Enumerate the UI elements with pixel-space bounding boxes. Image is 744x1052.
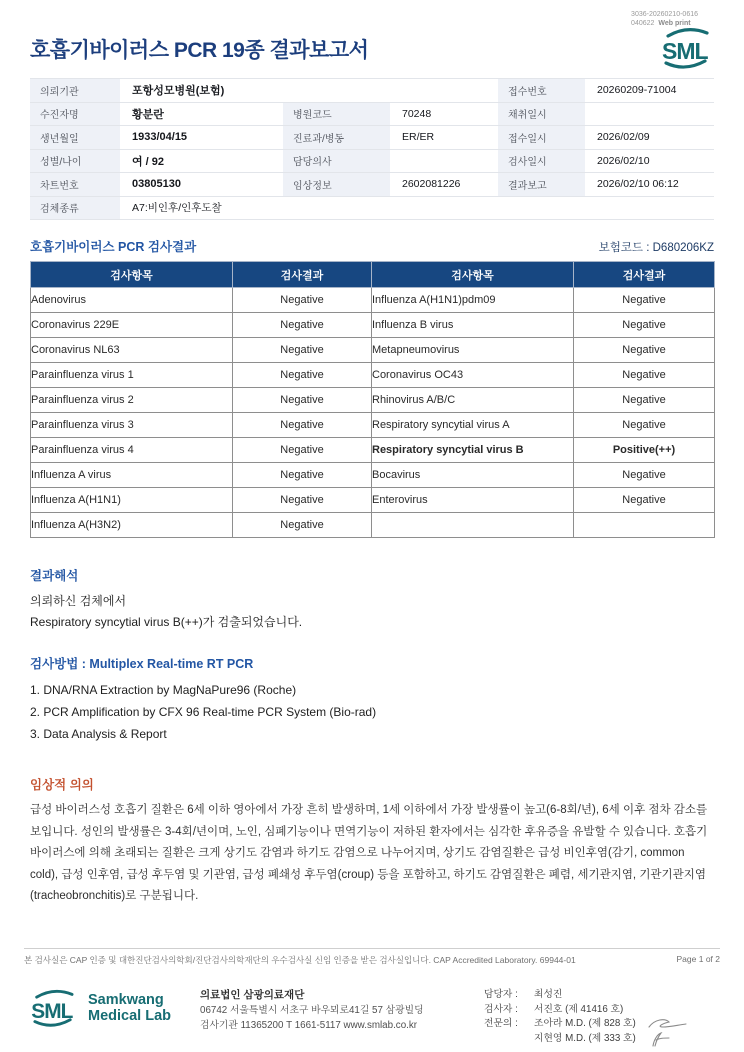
col-test-result-left: 검사결과 [233,262,372,288]
page-title: 호흡기바이러스 PCR 19종 결과보고서 [30,39,369,62]
result-row [31,413,715,438]
test-name-cell: Coronavirus OC43 [372,363,574,388]
value-birth-date: 1933/04/15 [120,126,283,150]
label-chart-no: 차트번호 [30,173,120,197]
value-sex-age: 여 / 92 [120,150,283,174]
test-name-cell: Influenza A virus [31,463,233,488]
test-result-cell: Negative [574,388,715,413]
label-birth-date: 생년월일 [30,126,120,150]
test-name-cell: Rhinovirus A/B/C [372,388,574,413]
footer-note [24,954,720,966]
test-result-cell: Negative [574,488,715,513]
method-section [30,654,714,745]
test-name-cell [372,513,574,538]
test-result-cell: Negative [574,463,715,488]
test-result-cell: Negative [233,288,372,313]
value-clinical-info: 2602081226 [390,173,498,197]
label-attending-doctor: 담당의사 [283,150,390,174]
clinical-text: 급성 바이러스성 호흡기 질환은 6세 이하 영아에서 가장 흔히 발생하며, 1세 이하에서 가장 발생률이 높고(6-8회/년), 6세 이후 점차 감소를 보입니다. 성인의 발생률은 3-4회/년이며, 노인, 심폐기능이나 면역기능이 저하된 환자에서는 심각한 후유증을 유발할 수 있습니다. 호흡기 바이러스에 의해 초래되는 질환은 크게 상기도 감염과 하기도 감염으로 나누어지며, 상기도 감염질환은 급성 비인후염(감기, common cold), 급성 인후염, 급성 후두염 및 기관염, 급성 폐쇄성 후두염(croup) 등을 포함하고, 하기도 감염질환은 폐렴, 세기관지염, 기관기관지염(tracheobronchitis)로 구분됩니다. [30,804,708,902]
value-result-report: 2026/02/10 06:12 [585,173,714,197]
label-collection-datetime: 채취일시 [498,103,585,127]
interpretation-line: Respiratory syncytial virus B(++)가 검출되었습니다. [30,615,303,629]
company-address: 06742 서울특별시 서초구 바우뫼로41길 57 삼광빌딩 [200,1005,424,1016]
label-sex-age: 성별/나이 [30,150,120,174]
value-department-ward: ER/ER [390,126,498,150]
test-result-cell-positive: Positive(++) [574,438,715,463]
method-step: 2. PCR Amplification by CFX 96 Real-time PCR System (Bio-rad) [30,705,377,719]
test-result-cell: Negative [574,288,715,313]
result-row [31,313,715,338]
test-name-cell: Parainfluenza virus 2 [31,388,233,413]
signature-icon [646,1017,688,1031]
test-result-cell: Negative [233,363,372,388]
value-receipt-datetime: 2026/02/09 [585,126,714,150]
print-code-line1: 3036-20260210-0616 [631,11,698,18]
test-name-cell: Coronavirus 229E [31,313,233,338]
result-row [31,388,715,413]
label-patient-name: 수진자명 [30,103,120,127]
label-specimen-type: 검체종류 [30,197,120,221]
test-name-cell: Coronavirus NL63 [31,338,233,363]
value-requesting-org: 포항성모병원(보험) [120,79,498,103]
staff-row-specialist-2: 지현영 M.D. (제 333 호) [484,1032,688,1048]
patient-info-table [30,78,714,220]
test-result-cell: Negative [574,363,715,388]
test-name-cell: Bocavirus [372,463,574,488]
interpretation-line: 의뢰하신 검체에서 [30,594,127,608]
staff-row-specialist-1: 전문의 : 조아라 M.D. (제 828 호) [484,1017,688,1032]
test-result-cell: Negative [233,313,372,338]
sml-footer-logo-icon [24,986,82,1030]
test-name-cell-positive: Respiratory syncytial virus B [372,438,574,463]
value-chart-no: 03805130 [120,173,283,197]
brand-name: Samkwang Medical Lab [88,992,171,1024]
method-step: 3. Data Analysis & Report [30,727,167,741]
results-section-title: 호흡기바이러스 PCR 검사결과 [30,240,197,254]
footer-divider [24,948,720,949]
test-name-cell: Respiratory syncytial virus A [372,413,574,438]
interpretation-section [30,566,714,633]
value-test-datetime: 2026/02/10 [585,150,714,174]
test-name-cell: Parainfluenza virus 1 [31,363,233,388]
label-clinical-info: 임상정보 [283,173,390,197]
test-result-cell: Negative [574,413,715,438]
test-result-cell: Negative [233,338,372,363]
method-step: 1. DNA/RNA Extraction by MagNaPure96 (Roche) [30,683,297,697]
test-result-cell [574,513,715,538]
value-specimen-type: A7:비인후/인후도찰 [120,197,714,221]
company-contact: 검사기관 11365200 T 1661-5117 www.smlab.co.kr [200,1020,418,1031]
insurance-code: 보험코드 : D680206KZ [598,242,714,254]
test-name-cell: Parainfluenza virus 4 [31,438,233,463]
test-result-cell: Negative [233,513,372,538]
value-receipt-no: 20260209-71004 [585,79,714,103]
svg-text:SML: SML [662,38,708,64]
test-result-cell: Negative [574,313,715,338]
footer-staff-block [484,986,688,1048]
clinical-significance-section [30,775,714,908]
print-meta [631,10,698,28]
test-result-cell: Negative [233,413,372,438]
result-row [31,338,715,363]
result-row [31,463,715,488]
test-name-cell: Influenza A(H1N1)pdm09 [372,288,574,313]
print-code-line2: 040622 [631,20,655,27]
value-patient-name: 황분란 [120,103,283,127]
footer-main [24,986,720,1048]
label-hospital-code: 병원코드 [283,103,390,127]
value-attending-doctor [390,150,498,174]
footer-company-block [200,986,470,1033]
result-row [31,288,715,313]
test-name-cell: Parainfluenza virus 3 [31,413,233,438]
svg-text:SML: SML [31,999,73,1023]
test-name-cell: Enterovirus [372,488,574,513]
test-name-cell: Metapneumovirus [372,338,574,363]
results-header-row [31,262,715,288]
result-row [31,363,715,388]
sml-logo [654,24,718,72]
label-requesting-org: 의뢰기관 [30,79,120,103]
label-result-report: 결과보고 [498,173,585,197]
page-number: Page 1 of 2 [676,954,720,964]
test-result-cell: Negative [233,388,372,413]
test-result-cell: Negative [233,463,372,488]
signature-icon [646,1032,672,1048]
col-test-item-right: 검사항목 [372,262,574,288]
test-name-cell: Influenza A(H3N2) [31,513,233,538]
result-row [31,488,715,513]
label-test-datetime: 검사일시 [498,150,585,174]
test-name-cell: Adenovirus [31,288,233,313]
result-row-positive [31,438,715,463]
staff-row-examiner: 검사자 : 서진호 (제 41416 호) [484,1003,624,1015]
value-hospital-code: 70248 [390,103,498,127]
method-heading: 검사방법 : Multiplex Real-time RT PCR [30,657,254,671]
company-name: 의료법인 삼광의료재단 [200,989,305,1001]
result-row [31,513,715,538]
test-result-cell: Negative [233,438,372,463]
staff-row-manager: 담당자 : 최성진 [484,989,563,1000]
col-test-item-left: 검사항목 [31,262,233,288]
footer-brand [24,986,194,1030]
interpretation-heading: 결과해석 [30,569,79,583]
test-name-cell: Influenza B virus [372,313,574,338]
accreditation-note: 본 검사실은 CAP 인증 및 대한진단검사의학회/진단검사의학재단의 우수검사실 신임 인증을 받은 검사실입니다. CAP Accredited Laboratory. 69944-01 [24,955,576,965]
label-receipt-no: 접수번호 [498,79,585,103]
test-name-cell: Influenza A(H1N1) [31,488,233,513]
label-receipt-datetime: 접수일시 [498,126,585,150]
value-collection-datetime [585,103,714,127]
results-table [30,261,715,538]
results-section-header [30,237,714,255]
print-mode-label: Web print [658,20,691,27]
test-result-cell: Negative [574,338,715,363]
label-department-ward: 진료과/병동 [283,126,390,150]
clinical-heading: 임상적 의의 [30,778,94,792]
sml-logo-icon [654,24,718,72]
test-result-cell: Negative [233,488,372,513]
col-test-result-right: 검사결과 [574,262,715,288]
